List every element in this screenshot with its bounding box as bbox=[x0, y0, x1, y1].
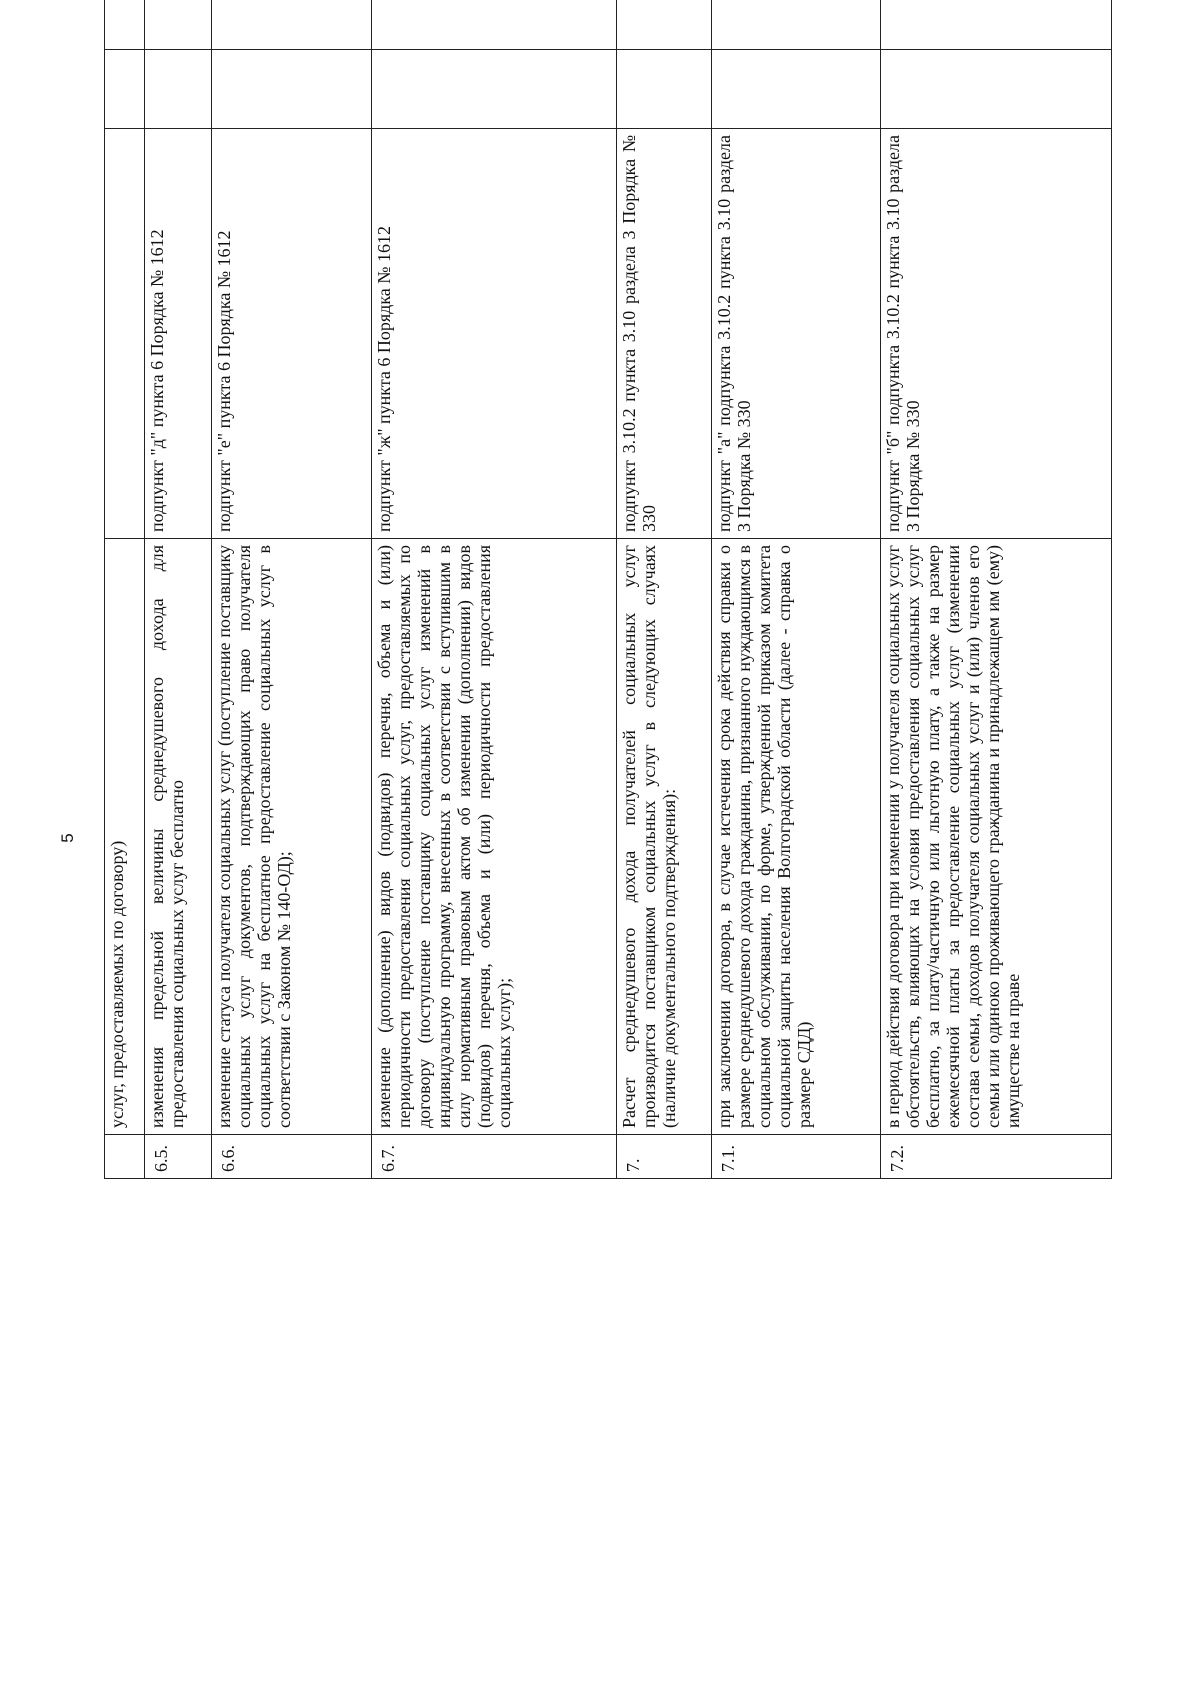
table-row bbox=[617, 0, 711, 1179]
table-row bbox=[145, 0, 212, 1179]
row-cell bbox=[371, 50, 616, 129]
row-cell bbox=[145, 50, 212, 129]
requirements-table-wrapper bbox=[104, 0, 1112, 1179]
row-legal-basis: подпункт 3.10.2 пункта 3.10 раздела 3 Порядка № 330 bbox=[617, 129, 711, 539]
table-row bbox=[212, 0, 372, 1179]
row-legal-basis: подпункт "ж" пункта 6 Порядка № 1612 bbox=[371, 129, 616, 539]
row-description: услуг, предоставляемых по договору) bbox=[105, 539, 145, 1135]
row-description: Расчет среднедушевого дохода получателей социальных услуг производится поставщиком социальных услуг в следующих случаях (наличие документального подтверждения): bbox=[617, 539, 711, 1135]
row-number: 6.7. bbox=[371, 1135, 616, 1179]
row-cell bbox=[617, 0, 711, 50]
row-description: изменения предельной величины среднедушевого дохода для предоставления социальных услуг бесплатно bbox=[145, 539, 212, 1135]
row-cell bbox=[711, 50, 880, 129]
table-row bbox=[880, 0, 1111, 1179]
row-cell bbox=[212, 0, 372, 50]
row-number: 7. bbox=[617, 1135, 711, 1179]
row-cell bbox=[880, 0, 1111, 50]
row-description: в период действия договора при изменении у получателя социальных услуг обстоятельств, влияющих на условия предоставления социальных услуг бесплатно, за плату/частичную или льготную плату, а также на размер ежемесячной платы за предоставление социальных услуг (изменении состава семьи, доходов получателя социальных услуг и (или) членов его семьи или одиноко проживающего гражданина и принадлежащем им (ему) имуществе на праве bbox=[880, 539, 1111, 1135]
row-number: 6.6. bbox=[212, 1135, 372, 1179]
row-legal-basis bbox=[105, 129, 145, 539]
row-legal-basis: подпункт "д" пункта 6 Порядка № 1612 bbox=[145, 129, 212, 539]
row-cell bbox=[371, 0, 616, 50]
row-cell bbox=[105, 0, 145, 50]
row-number: 6.5. bbox=[145, 1135, 212, 1179]
row-number: 7.1. bbox=[711, 1135, 880, 1179]
row-cell bbox=[617, 50, 711, 129]
row-number bbox=[105, 1135, 145, 1179]
page-number: 5 bbox=[58, 833, 77, 843]
table-row bbox=[105, 0, 145, 1179]
row-cell bbox=[880, 50, 1111, 129]
table-row bbox=[711, 0, 880, 1179]
row-legal-basis: подпункт "б" подпункта 3.10.2 пункта 3.10 раздела 3 Порядка № 330 bbox=[880, 129, 1111, 539]
row-number: 7.2. bbox=[880, 1135, 1111, 1179]
row-legal-basis: подпункт "е" пункта 6 Порядка № 1612 bbox=[212, 129, 372, 539]
row-cell bbox=[212, 50, 372, 129]
requirements-table bbox=[104, 0, 1112, 1179]
row-description: изменение (дополнение) видов (подвидов) перечня, объема и (или) периодичности предоставления социальных услуг, предоставляемых по договору (поступление поставщику социальных услуг изменений в индивидуальную программу, внесенных в соответствии с вступившим в силу нормативным правовым актом об изменении (дополнении) видов (подвидов) перечня, объема и (или) периодичности предоставления социальных услуг); bbox=[371, 539, 616, 1135]
row-cell bbox=[145, 0, 212, 50]
row-cell bbox=[105, 50, 145, 129]
row-cell bbox=[711, 0, 880, 50]
row-legal-basis: подпункт "а" подпункта 3.10.2 пункта 3.10 раздела 3 Порядка № 330 bbox=[711, 129, 880, 539]
table-row bbox=[371, 0, 616, 1179]
row-description: изменение статуса получателя социальных услуг (поступление поставщику социальных услуг документов, подтверждающих право получателя социальных услуг на бесплатное предоставление социальных услуг в соответствии с Законом № 140-ОД); bbox=[212, 539, 372, 1135]
row-description: при заключении договора, в случае истечения срока действия справки о размере среднедушевого дохода гражданина, признанного нуждающимся в социальном обслуживании, по форме, утвержденной приказом комитета социальной защиты населения Волгоградской области (далее - справка о размере СДД) bbox=[711, 539, 880, 1135]
